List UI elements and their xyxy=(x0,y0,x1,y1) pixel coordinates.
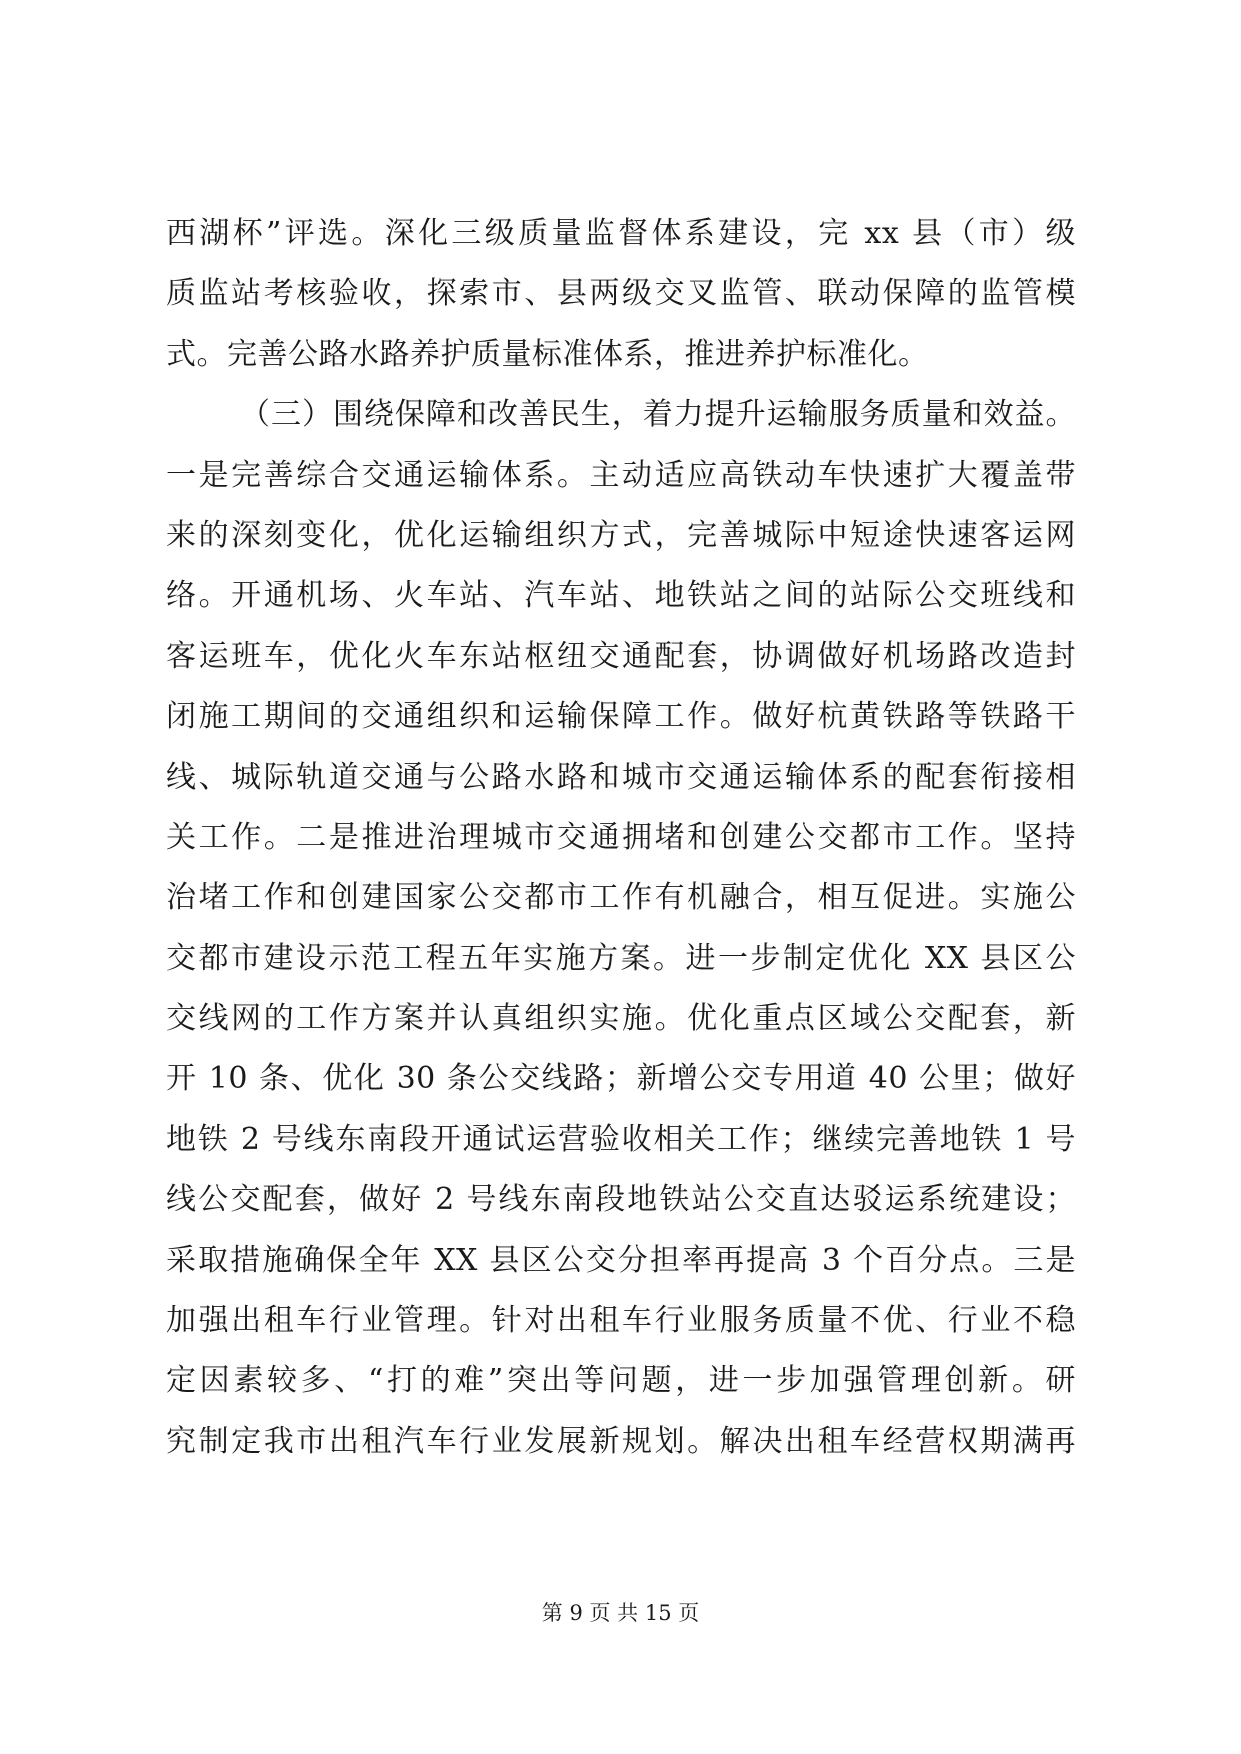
text-line: 络。开通机场、火车站、汽车站、地铁站之间的站际公交班线和 xyxy=(166,578,1076,614)
text-line: 质监站考核验收，探索市、县两级交叉监管、联动保障的监管模 xyxy=(166,276,1076,312)
text-line: 交都市建设示范工程五年实施方案。进一步制定优化 XX 县区公 xyxy=(166,940,1076,976)
text-line: 式。完善公路水路养护质量标准体系，推进养护标准化。 xyxy=(166,336,929,372)
text-line: 开 10 条、优化 30 条公交线路；新增公交专用道 40 公里；做好 xyxy=(166,1061,1076,1097)
text-line: 定因素较多、“打的难”突出等问题，进一步加强管理创新。研 xyxy=(166,1363,1076,1399)
text-line: 地铁 2 号线东南段开通试运营验收相关工作；继续完善地铁 1 号 xyxy=(166,1121,1076,1157)
page-number-footer: 第 9 页 共 15 页 xyxy=(541,1601,700,1625)
text-line: 客运班车，优化火车东站枢纽交通配套，协调做好机场路改造封 xyxy=(166,638,1076,674)
text-line: 西湖杯”评选。深化三级质量监督体系建设，完 xx 县（市）级 xyxy=(166,216,1076,251)
text-line: 来的深刻变化，优化运输组织方式，完善城际中短途快速客运网 xyxy=(166,517,1076,553)
text-line: 一是完善综合交通运输体系。主动适应高铁动车快速扩大覆盖带 xyxy=(166,457,1076,493)
text-line: 究制定我市出租汽车行业发展新规划。解决出租车经营权期满再 xyxy=(166,1423,1076,1459)
section-heading-line: （三）围绕保障和改善民生，着力提升运输服务质量和效益。 xyxy=(240,397,1076,433)
text-line: 治堵工作和创建国家公交都市工作有机融合，相互促进。实施公 xyxy=(166,880,1076,916)
text-line: 采取措施确保全年 XX 县区公交分担率再提高 3 个百分点。三是 xyxy=(166,1242,1076,1278)
body-text xyxy=(166,204,1076,1472)
text-line: 关工作。二是推进治理城市交通拥堵和创建公交都市工作。坚持 xyxy=(166,819,1076,855)
text-line: 闭施工期间的交通组织和运输保障工作。做好杭黄铁路等铁路干 xyxy=(166,699,1076,735)
text-line: 线公交配套，做好 2 号线东南段地铁站公交直达驳运系统建设； xyxy=(166,1182,1076,1218)
text-line: 交线网的工作方案并认真组织实施。优化重点区域公交配套，新 xyxy=(166,1001,1076,1037)
text-line: 加强出租车行业管理。针对出租车行业服务质量不优、行业不稳 xyxy=(166,1303,1076,1339)
text-line: 线、城际轨道交通与公路水路和城市交通运输体系的配套衔接相 xyxy=(166,759,1076,795)
